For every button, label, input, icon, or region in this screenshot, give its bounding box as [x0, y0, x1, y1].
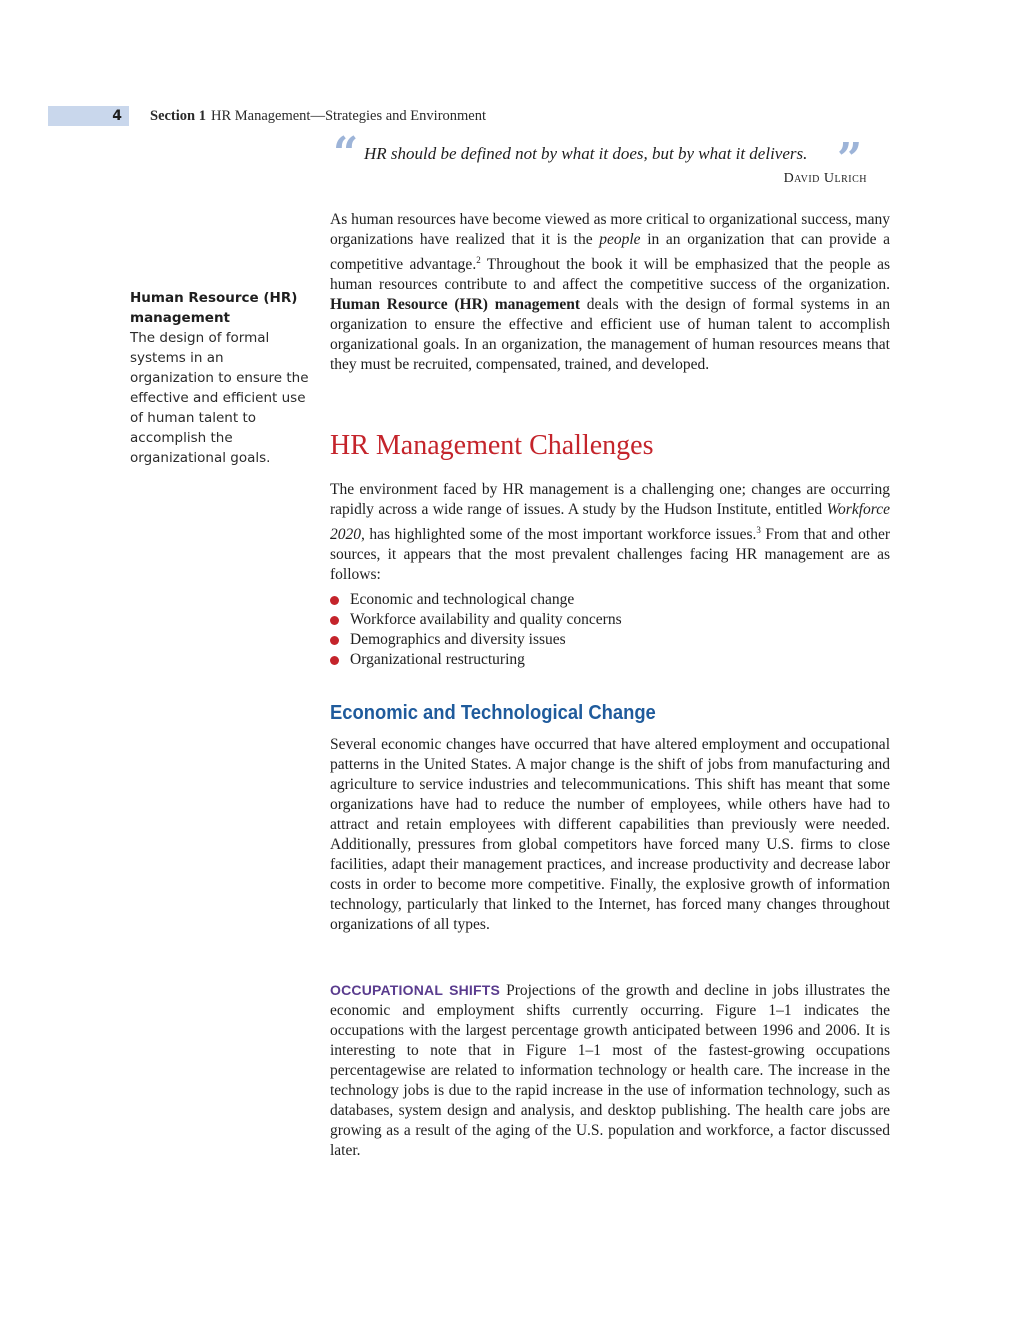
- intro-paragraph: [330, 210, 890, 375]
- list-item: [330, 590, 622, 610]
- margin-definition-text: The design of formal systems in an organization to ensure the effective and efficient use of human talent to accomplish the organizational goals.: [130, 330, 309, 466]
- challenges-text-2: has highlighted some of the most important workforce issues.: [364, 526, 757, 544]
- close-quote-icon: ”: [837, 134, 863, 185]
- challenges-paragraph: [330, 480, 890, 585]
- intro-text-2: in an organization that can provide a competitive advantage.: [330, 231, 890, 274]
- quote-text: HR should be defined not by what it does, but by what it delivers.: [364, 144, 808, 163]
- challenges-text-3: From that and other sources, it appears that the most prevalent challenges facing HR management are as follows:: [330, 526, 891, 584]
- bullet-icon: [330, 596, 339, 605]
- occupational-paragraph: [330, 980, 890, 1161]
- running-header: [150, 106, 486, 126]
- footnote-ref: 2: [476, 255, 481, 265]
- quote-author: David Ulrich: [783, 171, 867, 186]
- challenges-text-1: The environment faced by HR management is a challenging one; changes are occurring rapidly across a wide range of issues. A study by the Hudson Institute, entitled: [330, 481, 890, 518]
- econ-paragraph: [330, 735, 890, 935]
- list-item-label: Demographics and diversity issues: [350, 631, 566, 648]
- list-item: [330, 630, 622, 650]
- margin-definition: [130, 288, 310, 468]
- bullet-icon: [330, 636, 339, 645]
- intro-emphasis: people: [599, 231, 641, 248]
- epigraph-quote: [333, 128, 873, 196]
- section-heading: HR Management Challenges: [330, 430, 654, 461]
- challenges-list: [330, 590, 622, 670]
- intro-text-1: As human resources have become viewed as more critical to organizational success, many organizations have realized that it is the: [330, 211, 890, 248]
- subsection-heading: Economic and Technological Change: [330, 702, 656, 724]
- section-title: HR Management—Strategies and Environment: [210, 108, 487, 124]
- open-quote-icon: “: [333, 128, 359, 179]
- intro-text-4: deals with the design of formal systems in an organization to ensure the effective and efficient use of human talent to accomplish organizational goals. In an organization, the management of human resources means that they must be recruited, compensated, trained, and developed.: [330, 296, 890, 374]
- margin-term: Human Resource (HR) management: [130, 290, 298, 326]
- bullet-icon: [330, 656, 339, 665]
- bullet-icon: [330, 616, 339, 625]
- page-number: 4: [112, 108, 122, 124]
- econ-text: Several economic changes have occurred that have altered employment and occupational patterns in the United States. A major change is the shift of jobs from manufacturing and agriculture to service industries and telecommunications. This shift has meant that some organizations have had to reduce the number of employees, while others have had to attract and retain employees with different capabilities than previously were needed. Additionally, pressures from global competitors have forced many U.S. firms to close facilities, adapt their management practices, and increase productivity and decrease labor costs in order to become more competitive. Finally, the explosive growth of information technology, particularly that linked to the Internet, has forced many changes throughout organizations of all types.: [330, 736, 890, 933]
- footnote-ref: 3: [756, 525, 761, 535]
- list-item-label: Economic and technological change: [350, 591, 575, 608]
- list-item: [330, 610, 622, 630]
- intro-text-3: Throughout the book it will be emphasized that the people as human resources contribute to and affect the competitive success of the organization.: [330, 256, 890, 294]
- list-item-label: Organizational restructuring: [350, 651, 525, 668]
- intro-bold-term: Human Resource (HR) management: [330, 296, 580, 314]
- occupational-text: Projections of the growth and decline in jobs illustrates the economic and employment shifts currently occurring. Figure 1–1 indicates the occupations with the largest percentage growth anticipated between 1996 and 2006. It is interesting to note that in Figure 1–1 most of the fastest-growing occupations percentagewise are related to information technology or health care. The increase in the technology jobs is due to the rapid increase in the use of information technology, such as databases, system design and analysis, and desktop publishing. The health care jobs are growing as a result of the aging of the U.S. population and workforce, a factor discussed later.: [330, 982, 891, 1159]
- list-item-label: Workforce availability and quality concerns: [350, 611, 622, 628]
- section-label: Section 1: [150, 108, 206, 124]
- list-item: [330, 650, 622, 670]
- challenges-italic: Workforce 2020,: [330, 501, 890, 544]
- run-in-heading: OCCUPATIONAL SHIFTS: [330, 982, 501, 998]
